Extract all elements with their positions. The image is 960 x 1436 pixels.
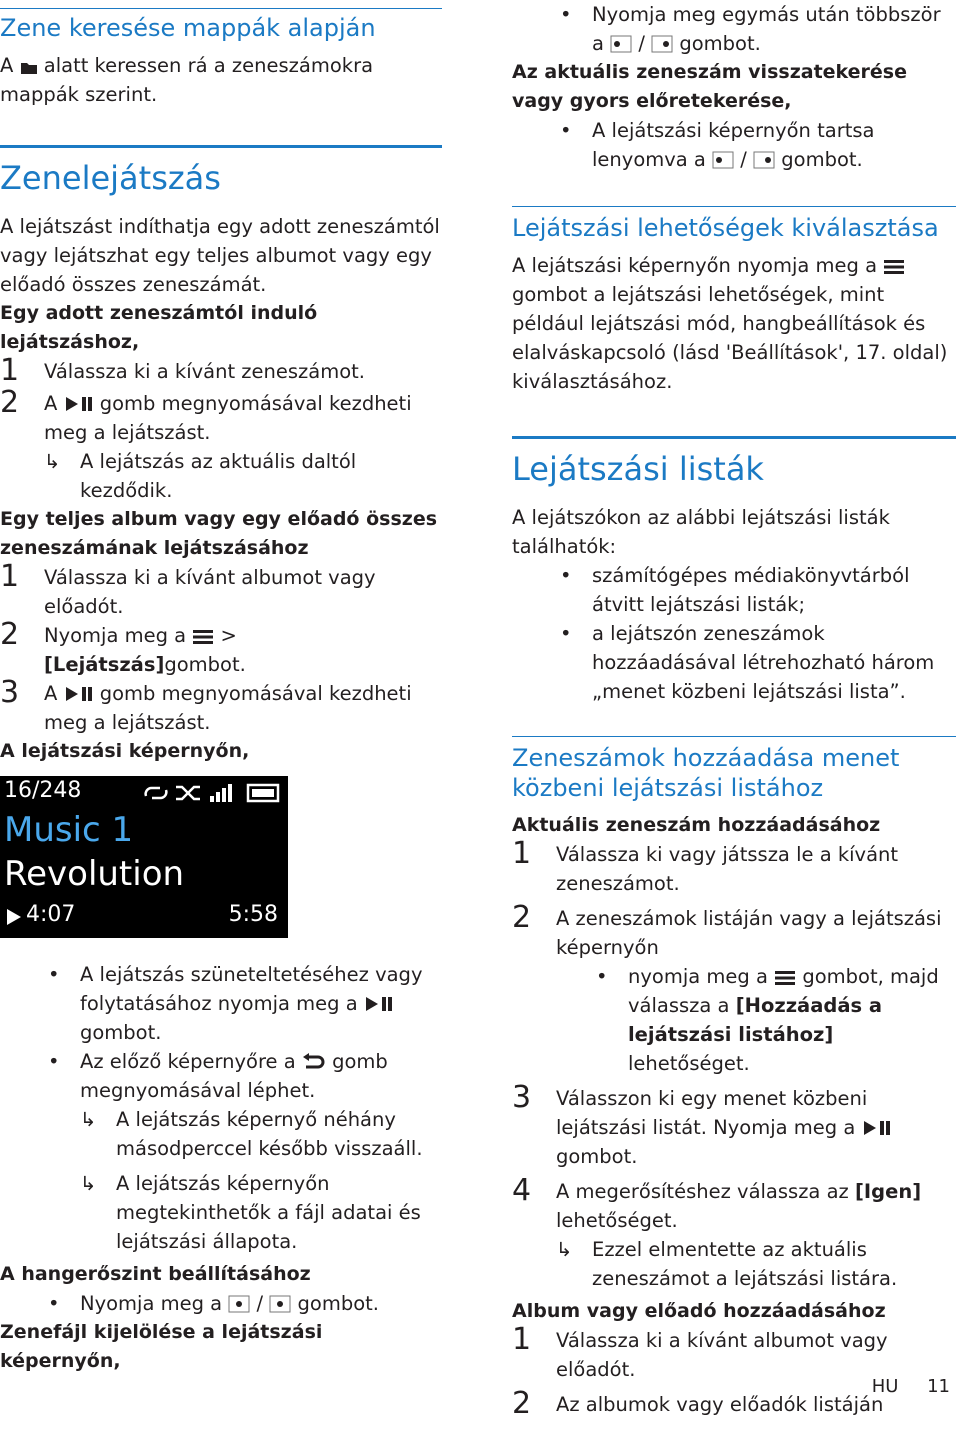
right-column [512, 0, 956, 1436]
repeat-icon [146, 788, 167, 798]
playlists-intro: A lejátszókon az alábbi lejátszási listák találhatók: [512, 506, 890, 558]
arrow-icon: ↳ [44, 450, 61, 473]
folder-icon [20, 59, 38, 75]
artist-name: Revolution [4, 854, 185, 894]
bullet-back: • Az előző képernyőre a gomb megnyomásával léphet. [48, 1050, 388, 1102]
previous-icon [712, 151, 734, 169]
add-to-playlist-heading: Zeneszámok hozzáadása menet közbeni lejátszási listához [512, 744, 900, 802]
bullet-volume: • Nyomja meg a / gombot. [48, 1292, 379, 1315]
volume-up-icon [269, 1295, 291, 1313]
music-play-heading: Zenelejátszás [0, 159, 221, 197]
play-pause-icon [862, 1119, 892, 1137]
play-pause-icon [364, 995, 394, 1013]
page-number: 11 [927, 1376, 950, 1397]
menu-icon [192, 629, 214, 645]
step-3: 3 A gomb megnyomásával kezdheti meg a lejátszást. [0, 675, 412, 734]
song-title: Music 1 [4, 810, 134, 850]
battery-icon [248, 785, 278, 801]
step-2: 2 A zeneszámok listáján vagy a lejátszási képernyőn [512, 900, 942, 959]
language-code: HU [871, 1376, 899, 1397]
step-1: 1 Válassza ki a kívánt zeneszámot. [0, 353, 366, 388]
play-icon [6, 908, 22, 926]
playlists-heading: Lejátszási listák [512, 450, 764, 488]
section-play-options [512, 206, 956, 396]
player-screen [0, 776, 288, 938]
bullet-skip: • Nyomja meg egymás után többször a / gombot. [560, 3, 941, 55]
arrow-icon: ↳ [556, 1238, 573, 1261]
bullet-pause: • A lejátszás szüneteltetéséhez vagy folytatásához nyomja meg a gombot. [48, 963, 423, 1044]
arrow-icon: ↳ [80, 1108, 97, 1131]
bullet-menu-add: • nyomja meg a gombot, majd válassza a [Hozzáadás a lejátszási listához] lehetőséget. [596, 965, 939, 1075]
result-1: ↳ A lejátszás az aktuális daltól kezdődik. [0, 447, 442, 505]
section-add-to-playlist [512, 736, 956, 1422]
page-footer [872, 1376, 950, 1397]
play-pause-icon [64, 685, 94, 703]
subheading-album-artist: Album vagy előadó hozzáadásához [512, 1300, 886, 1322]
subheading-seek: Az aktuális zeneszám visszatekerése vagy gyors előretekerése, [512, 61, 908, 112]
step-2: 2 A gomb megnyomásával kezdheti meg a lejátszást. [0, 385, 412, 444]
section-playlists [512, 436, 956, 706]
folder-search-heading: Zene keresése mappák alapján [0, 14, 376, 42]
total-time: 5:58 [228, 902, 278, 927]
menu-icon [774, 970, 796, 986]
step-1: 1 Válassza ki a kívánt albumot vagy előadót. [512, 1322, 888, 1381]
back-icon [302, 1053, 326, 1071]
next-icon [753, 151, 775, 169]
list-item: • a lejátszón zeneszámok hozzáadásával létrehozható három „menet közbeni lejátszási lista”. [560, 622, 935, 703]
result-3: ↳ A lejátszás képernyőn megtekinthetők a fájl adatai és lejátszási állapota. [0, 1169, 442, 1256]
bullet-seek: • A lejátszási képernyőn tartsa lenyomva a / gombot. [560, 119, 875, 171]
subheading-volume: A hangerőszint beállításához [0, 1263, 311, 1285]
step-3: 3 Válasszon ki egy menet közbeni lejátszási listát. Nyomja meg a gombot. [512, 1084, 956, 1171]
section-music-play [0, 145, 442, 1376]
track-count: 16/248 [4, 778, 82, 803]
play-pause-icon [64, 395, 94, 413]
status-icons [142, 782, 282, 804]
step-2: 2 Az albumok vagy előadók listáján [512, 1386, 884, 1421]
section-folder-search [0, 8, 442, 109]
shuffle-icon [176, 787, 200, 799]
elapsed-time: 4:07 [26, 902, 76, 927]
previous-icon [610, 35, 632, 53]
step-1: 1 Válassza ki a kívánt albumot vagy előadót. [0, 559, 376, 618]
result-4: ↳ Ezzel elmentette az aktuális zeneszámot a lejátszási listára. [512, 1235, 956, 1293]
arrow-icon: ↳ [80, 1172, 97, 1195]
subheading-play-screen: A lejátszási képernyőn, [0, 740, 250, 762]
menu-icon [883, 259, 905, 275]
play-options-text: A lejátszási képernyőn nyomja meg a gombot a lejátszási lehetőségek, mint például lejátszási mód, hangbeállítások és elalváskapcsoló (lásd 'Beállítások', 17. oldal) kiválasztásához. [512, 254, 948, 393]
subheading-select-file: Zenefájl kijelölése a lejátszási képernyőn, [0, 1321, 323, 1372]
play-options-heading: Lejátszási lehetőségek kiválasztása [512, 214, 939, 242]
next-icon [651, 35, 673, 53]
volume-down-icon [228, 1295, 250, 1313]
signal-icon [210, 784, 232, 802]
music-play-intro: A lejátszást indíthatja egy adott zeneszámtól vagy lejátszhat egy teljes albumot vagy egy előadó összes zeneszámát. [0, 215, 440, 296]
list-item: • számítógépes médiakönyvtárból átvitt lejátszási listák; [560, 564, 910, 616]
folder-search-text: A alatt keressen rá a zeneszámokra mappák szerint. [0, 54, 374, 106]
subheading-single-track: Egy adott zeneszámtól induló lejátszáshoz, [0, 302, 318, 353]
step-2: 2 Nyomja meg a > [Lejátszás]gombot. [0, 617, 246, 676]
step-1: 1 Válassza ki vagy játssza le a kívánt zeneszámot. [512, 836, 899, 895]
result-2: ↳ A lejátszás képernyő néhány másodperccel később visszaáll. [0, 1105, 442, 1163]
left-column [0, 0, 442, 1390]
step-4: 4 A megerősítéshez válassza az [Igen] lehetőséget. [512, 1173, 922, 1232]
subheading-album: Egy teljes album vagy egy előadó összes zeneszámának lejátszásához [0, 508, 438, 559]
subheading-current-track: Aktuális zeneszám hozzáadásához [512, 814, 881, 836]
